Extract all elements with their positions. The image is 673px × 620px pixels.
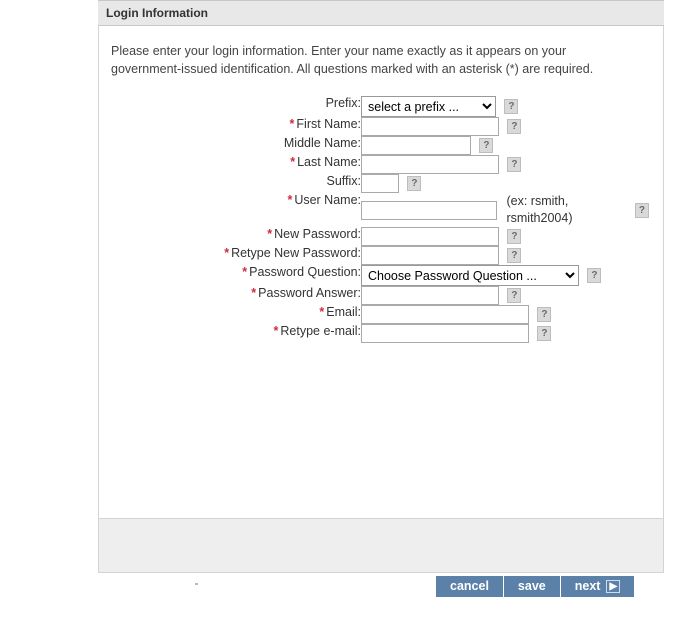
required-asterisk: * (267, 227, 273, 241)
field-retype-new-password (361, 246, 649, 265)
form-row-new-password (111, 227, 649, 246)
field-label: Middle Name: (283, 136, 361, 150)
intro-text: Please enter your login information. Enter your name exactly as it appears on your government-issued identification. All questions marked with an asterisk (*) are required. (111, 44, 594, 76)
help-icon[interactable]: ? (504, 99, 518, 114)
field-label: Prefix: (325, 96, 361, 110)
prefix-select[interactable] (361, 96, 496, 117)
field-email (361, 305, 649, 324)
field-label: User Name: (294, 193, 361, 207)
form-row-retype-new-password (111, 246, 649, 265)
help-icon[interactable]: ? (635, 203, 649, 218)
login-form (111, 96, 649, 343)
field-label: Last Name: (297, 155, 361, 169)
form-row-email (111, 305, 649, 324)
form-row-last-name (111, 155, 649, 174)
form-row-user-name (111, 193, 649, 227)
new-password-input[interactable] (361, 227, 499, 246)
field-middle-name (361, 136, 649, 155)
label-password-answer (111, 286, 361, 305)
field-user-name (361, 193, 649, 227)
label-password-question (111, 265, 361, 286)
label-new-password (111, 227, 361, 246)
field-password-question (361, 265, 649, 286)
retype-email-field[interactable] (361, 324, 529, 343)
email-field[interactable] (361, 305, 529, 324)
field-password-answer (361, 286, 649, 305)
help-icon[interactable]: ? (507, 157, 521, 172)
label-retype-email (111, 324, 361, 343)
field-new-password (361, 227, 649, 246)
suffix-input[interactable] (361, 174, 399, 193)
last-name-input[interactable] (361, 155, 499, 174)
form-button-bar (436, 576, 634, 597)
field-prefix (361, 96, 649, 117)
label-email (111, 305, 361, 324)
cancel-button-label: cancel (450, 579, 489, 593)
cancel-button[interactable] (436, 576, 504, 597)
panel-header (98, 0, 664, 26)
form-row-middle-name (111, 136, 649, 155)
help-icon[interactable]: ? (507, 119, 521, 134)
field-first-name (361, 117, 649, 136)
page-title: Login Information (106, 6, 208, 20)
password-question-select[interactable] (361, 265, 579, 286)
label-prefix (111, 96, 361, 117)
next-button-label: next (574, 579, 601, 593)
panel-footer (98, 518, 664, 573)
panel-body (98, 26, 664, 518)
form-row-password-answer (111, 286, 649, 305)
password-answer-input[interactable] (361, 286, 499, 305)
arrow-right-icon: ▶ (606, 580, 620, 593)
help-icon[interactable]: ? (479, 138, 493, 153)
field-suffix (361, 174, 649, 193)
required-asterisk: * (287, 193, 293, 207)
help-icon[interactable]: ? (507, 248, 521, 263)
field-label: Retype New Password: (231, 246, 361, 260)
required-asterisk: * (242, 265, 248, 279)
required-asterisk: * (224, 246, 230, 260)
help-icon[interactable]: ? (507, 229, 521, 244)
help-icon[interactable]: ? (587, 268, 601, 283)
save-button-label: save (517, 579, 546, 593)
field-label: Email: (326, 305, 361, 319)
first-name-input[interactable] (361, 117, 499, 136)
login-information-panel (98, 0, 664, 600)
user-name-input[interactable] (361, 201, 497, 220)
field-label: Retype e-mail: (280, 324, 361, 338)
field-label: New Password: (274, 227, 361, 241)
save-button[interactable] (504, 576, 561, 597)
help-icon[interactable]: ? (537, 307, 551, 322)
help-icon[interactable]: ? (537, 326, 551, 341)
user-name-hint-wrap (500, 193, 648, 227)
help-icon[interactable]: ? (507, 288, 521, 303)
field-label: Password Answer: (258, 286, 361, 300)
required-asterisk: * (251, 286, 257, 300)
form-row-password-question (111, 265, 649, 286)
field-label: Password Question: (249, 265, 361, 279)
help-icon[interactable]: ? (407, 176, 421, 191)
label-user-name (111, 193, 361, 227)
label-last-name (111, 155, 361, 174)
required-asterisk: * (273, 324, 279, 338)
field-last-name (361, 155, 649, 174)
form-row-suffix (111, 174, 649, 193)
label-suffix (111, 174, 361, 193)
form-row-first-name (111, 117, 649, 136)
user-name-hint: (ex: rsmith, rsmith2004) (506, 194, 573, 225)
retype-new-password-input[interactable] (361, 246, 499, 265)
decorative-dot (195, 583, 198, 585)
field-label: First Name: (296, 117, 361, 131)
next-button[interactable] (561, 576, 634, 597)
form-row-retype-email (111, 324, 649, 343)
field-label: Suffix: (326, 174, 361, 188)
form-row-prefix (111, 96, 649, 117)
label-middle-name (111, 136, 361, 155)
label-retype-new-password (111, 246, 361, 265)
required-asterisk: * (290, 155, 296, 169)
label-first-name (111, 117, 361, 136)
required-asterisk: * (289, 117, 295, 131)
field-retype-email (361, 324, 649, 343)
middle-name-input[interactable] (361, 136, 471, 155)
required-asterisk: * (319, 305, 325, 319)
